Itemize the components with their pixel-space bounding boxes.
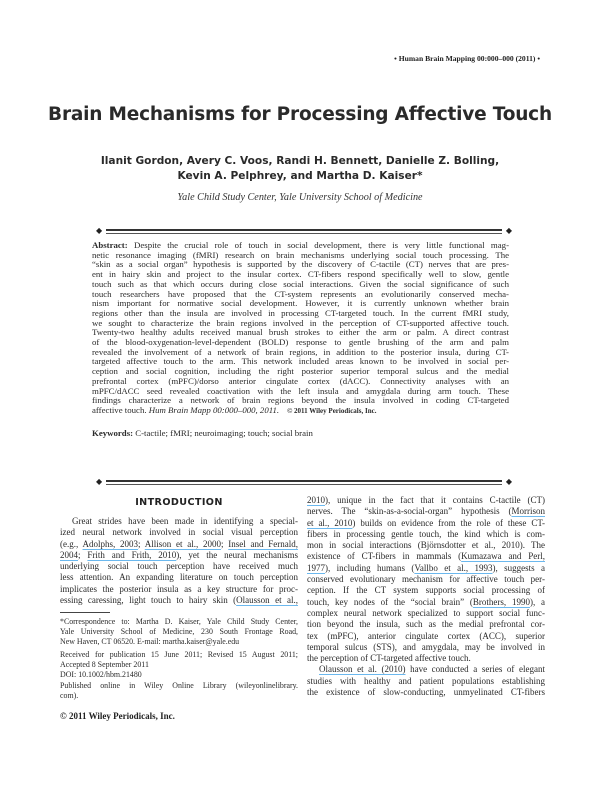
- text-run: nism important for normative social development. However, it is currently unknown whether brain: [92, 298, 509, 309]
- text-run: prefrontal cortex (mPFC)/dorso anterior cingulate cortex (dACC). Connectivity analyses with an: [92, 375, 509, 386]
- abstract-line: [92, 406, 509, 417]
- keywords-text: C-tactile; fMRI; neuroimaging; touch; social brain: [135, 428, 313, 438]
- citation-link[interactable]: 2010: [307, 495, 325, 505]
- keywords-label: Keywords:: [92, 428, 134, 438]
- text-run: com).: [60, 690, 79, 700]
- text-run: *Correspondence to: Martha D. Kaiser, Yale Child Study Center,: [60, 617, 298, 626]
- running-head: • Human Brain Mapping 00:000–000 (2011) •: [394, 54, 540, 63]
- left-column-text: [60, 516, 298, 606]
- citation-link[interactable]: Olausson et al. (2010): [319, 664, 406, 675]
- text-line: [307, 529, 545, 540]
- paper-title: Brain Mechanisms for Processing Affective Touch: [48, 104, 552, 125]
- text-run: underlying social touch perception have received much: [60, 561, 298, 572]
- text-run: nerves. The “skin-as-a-social-organ” hypothesis (: [307, 506, 512, 517]
- text-run: New Haven, CT 06520. E-mail: martha.kaiser@yale.edu: [60, 637, 240, 647]
- text-run: touch, key nodes of the “social brain” (: [307, 596, 473, 607]
- citation-link[interactable]: Vallbo et al., 1993: [414, 562, 493, 573]
- citation-link[interactable]: Allison et al., 2000: [144, 538, 221, 549]
- text-run: regions other than the insula are involved in processing CT-targeted touch. In the current fMRI study,: [92, 307, 509, 318]
- text-line: [307, 551, 545, 562]
- text-line: [60, 670, 298, 680]
- text-run: ), suggests a: [492, 562, 545, 573]
- citation-link[interactable]: Kumazawa and Perl,: [461, 551, 545, 562]
- citation-link[interactable]: Olausson et al.,: [236, 595, 298, 606]
- text-run: complex neural network specialized to support social func-: [307, 607, 545, 618]
- text-line: [307, 563, 545, 574]
- text-line: [307, 676, 545, 687]
- text-run: mPFC/dACC seed revealed coactivation with the left insula and amygdala during arm touch. These: [92, 385, 509, 396]
- footer-copyright: © 2011 Wiley Periodicals, Inc.: [60, 711, 175, 721]
- diamond-icon: ◆: [96, 226, 103, 235]
- journal-citation: Hum Brain Mapp 00:000–000, 2011.: [148, 404, 280, 415]
- citation-link[interactable]: Insel and Fernald,: [228, 538, 298, 549]
- text-run: ;: [221, 538, 229, 549]
- citation-link[interactable]: Morrison: [511, 506, 545, 517]
- text-run: affective touch.: [92, 404, 149, 415]
- abstract: [92, 241, 509, 417]
- text-run: ent in hairy skin and project to the insular cortex. CT-fibers respond specifically well to slow, gentle: [92, 269, 509, 280]
- citation-link[interactable]: 2004: [60, 549, 78, 560]
- text-line: [307, 540, 545, 551]
- text-run: Received for publication 15 June 2011; Revised 15 August 2011;: [60, 650, 298, 660]
- text-run: of the blood-oxygenation-level-dependent (BOLD) response to gentle brushing of the arm and palm: [92, 337, 509, 348]
- keywords: [92, 428, 313, 438]
- text-run: studies with healthy and patient populations establishing: [307, 675, 545, 686]
- abstract-label: Abstract:: [92, 240, 128, 250]
- text-line: [307, 518, 545, 529]
- text-run: targeted affective touch to the arm. This network included areas known to be involved in social per-: [92, 356, 509, 367]
- text-line: [60, 539, 298, 550]
- text-run: touch researchers have proposed that the CT-system represents an evolutionarily conserved mecha-: [92, 288, 509, 299]
- text-run: ) builds on evidence from the role of these CT-: [352, 517, 546, 528]
- text-run: tex (mPFC), anterior cingulate cortex (ACC), superior: [307, 630, 545, 641]
- text-run: Despite the crucial role of touch in social development, there is very little functional mag-: [127, 240, 509, 250]
- text-run: findings characterize a network of brain regions beyond the insula involved in coding CT-targeted: [92, 395, 509, 406]
- text-run: ), unique in the fact that it contains C-tactile (CT): [325, 495, 545, 505]
- text-line: [60, 617, 298, 627]
- text-line: [60, 627, 298, 637]
- text-line: [307, 687, 545, 698]
- text-run: Great strides have been made in identifying a special-: [72, 516, 298, 526]
- text-line: [60, 561, 298, 572]
- text-run: less attention. An expanding literature on touch perception: [60, 572, 298, 583]
- abstract-copyright: © 2011 Wiley Periodicals, Inc.: [287, 406, 377, 415]
- text-line: [307, 664, 545, 675]
- text-line: [60, 650, 298, 660]
- text-run: mon in social interactions (Björnsdotter et al., 2010). The: [307, 540, 545, 551]
- text-line: [60, 637, 298, 647]
- text-run: (e.g.,: [60, 538, 83, 549]
- text-line: [60, 691, 298, 701]
- text-run: ception and social cognition, including the right posterior superior temporal sulcus and the medial: [92, 366, 509, 377]
- footnote-divider: [60, 612, 110, 613]
- text-run: fibers in processing gentle touch, the kind which is com-: [307, 528, 545, 539]
- text-run: we sought to characterize the brain regions involved in the perception of CT-supported affective touch.: [92, 317, 509, 328]
- authors-line: Kevin A. Pelphrey, and Martha D. Kaiser*: [177, 170, 423, 182]
- text-run: conserved evolutionary mechanism for affective touch per-: [307, 574, 545, 585]
- citation-link[interactable]: 1977: [307, 562, 325, 573]
- text-run: ), including humans (: [325, 562, 415, 573]
- text-run: DOI: 10.1002/hbm.21480: [60, 670, 142, 680]
- diamond-icon: ◆: [505, 477, 512, 486]
- citation-link[interactable]: Brothers, 1990: [472, 596, 530, 607]
- text-run: ized neural network involved in social visual perception: [60, 527, 298, 538]
- text-run: the perception of CT-targeted affective touch.: [307, 653, 471, 664]
- diamond-icon: ◆: [96, 477, 103, 486]
- citation-link[interactable]: Adolphs, 2003: [82, 538, 138, 549]
- text-run: Twenty-two healthy adults received manual brush strokes to either the arm or palm. A direct contrast: [92, 327, 509, 338]
- text-run: tion beyond the insula, such as the medial prefrontal cor-: [307, 619, 545, 630]
- text-run: Published online in Wiley Online Library (wileyonlinelibrary.: [60, 680, 298, 690]
- text-line: [307, 597, 545, 608]
- text-line: [307, 619, 545, 630]
- text-run: touch such as that which occurs during close social interactions. Given the social significance of such: [92, 278, 509, 289]
- section-heading-introduction: INTRODUCTION: [135, 497, 223, 508]
- text-run: Yale University School of Medicine, 230 South Frontage Road,: [60, 627, 298, 637]
- text-run: have conducted a series of elegant: [405, 664, 545, 675]
- text-run: Accepted 8 September 2011: [60, 660, 149, 670]
- text-run: ), yet the neural mechanisms: [176, 549, 298, 560]
- diamond-icon: ◆: [505, 226, 512, 235]
- text-line: [60, 584, 298, 595]
- text-run: ;: [78, 549, 88, 560]
- citation-link[interactable]: Frith and Frith, 2010: [87, 549, 177, 560]
- text-run: netic resonance imaging (fMRI) research on brain mechanisms underlying social touch processing. The: [92, 249, 509, 260]
- text-run: “skin as a social organ” hypothesis is supported by the discovery of C-tactile (CT) nerves that are pres-: [92, 259, 509, 270]
- text-line: [60, 595, 298, 606]
- text-line: [60, 516, 298, 527]
- citation-link[interactable]: et al., 2010: [307, 517, 353, 528]
- text-run: ), a: [529, 596, 546, 607]
- text-line: [60, 550, 298, 561]
- right-column-text: [307, 495, 545, 698]
- text-line: [307, 642, 545, 653]
- text-line: [307, 631, 545, 642]
- text-line: [307, 506, 545, 517]
- text-run: implicates the posterior insula as a key structure for proc-: [60, 583, 298, 594]
- text-line: [307, 608, 545, 619]
- text-line: [60, 572, 298, 583]
- text-line: [307, 495, 545, 506]
- text-line: [60, 681, 298, 691]
- text-run: the existence of slow-conducting, unmyelinated CT-fibers: [307, 687, 545, 698]
- text-run: existence of CT-fibers in mammals (: [307, 551, 462, 562]
- text-line: [307, 653, 545, 664]
- text-run: ;: [138, 538, 145, 549]
- authors: [0, 154, 600, 184]
- affiliation: Yale Child Study Center, Yale University School of Medicine: [177, 192, 423, 203]
- text-run: temporal sulcus (STS), and amygdala, may be involved in: [307, 641, 545, 652]
- text-line: [307, 585, 545, 596]
- authors-line: Ilanit Gordon, Avery C. Voos, Randi H. Bennett, Danielle Z. Bolling,: [100, 155, 500, 167]
- section-rule: [96, 477, 512, 487]
- footnotes: [60, 617, 298, 701]
- text-line: [307, 574, 545, 585]
- text-line: [60, 660, 298, 670]
- text-run: ception. If the CT system supports social processing of: [307, 585, 545, 596]
- text-run: essing caressing, light touch to hairy skin (: [60, 595, 237, 606]
- text-run: revealed the involvement of a network of brain regions, in addition to the posterior insula, during CT-: [92, 346, 509, 357]
- text-line: [60, 527, 298, 538]
- section-rule: [96, 226, 512, 236]
